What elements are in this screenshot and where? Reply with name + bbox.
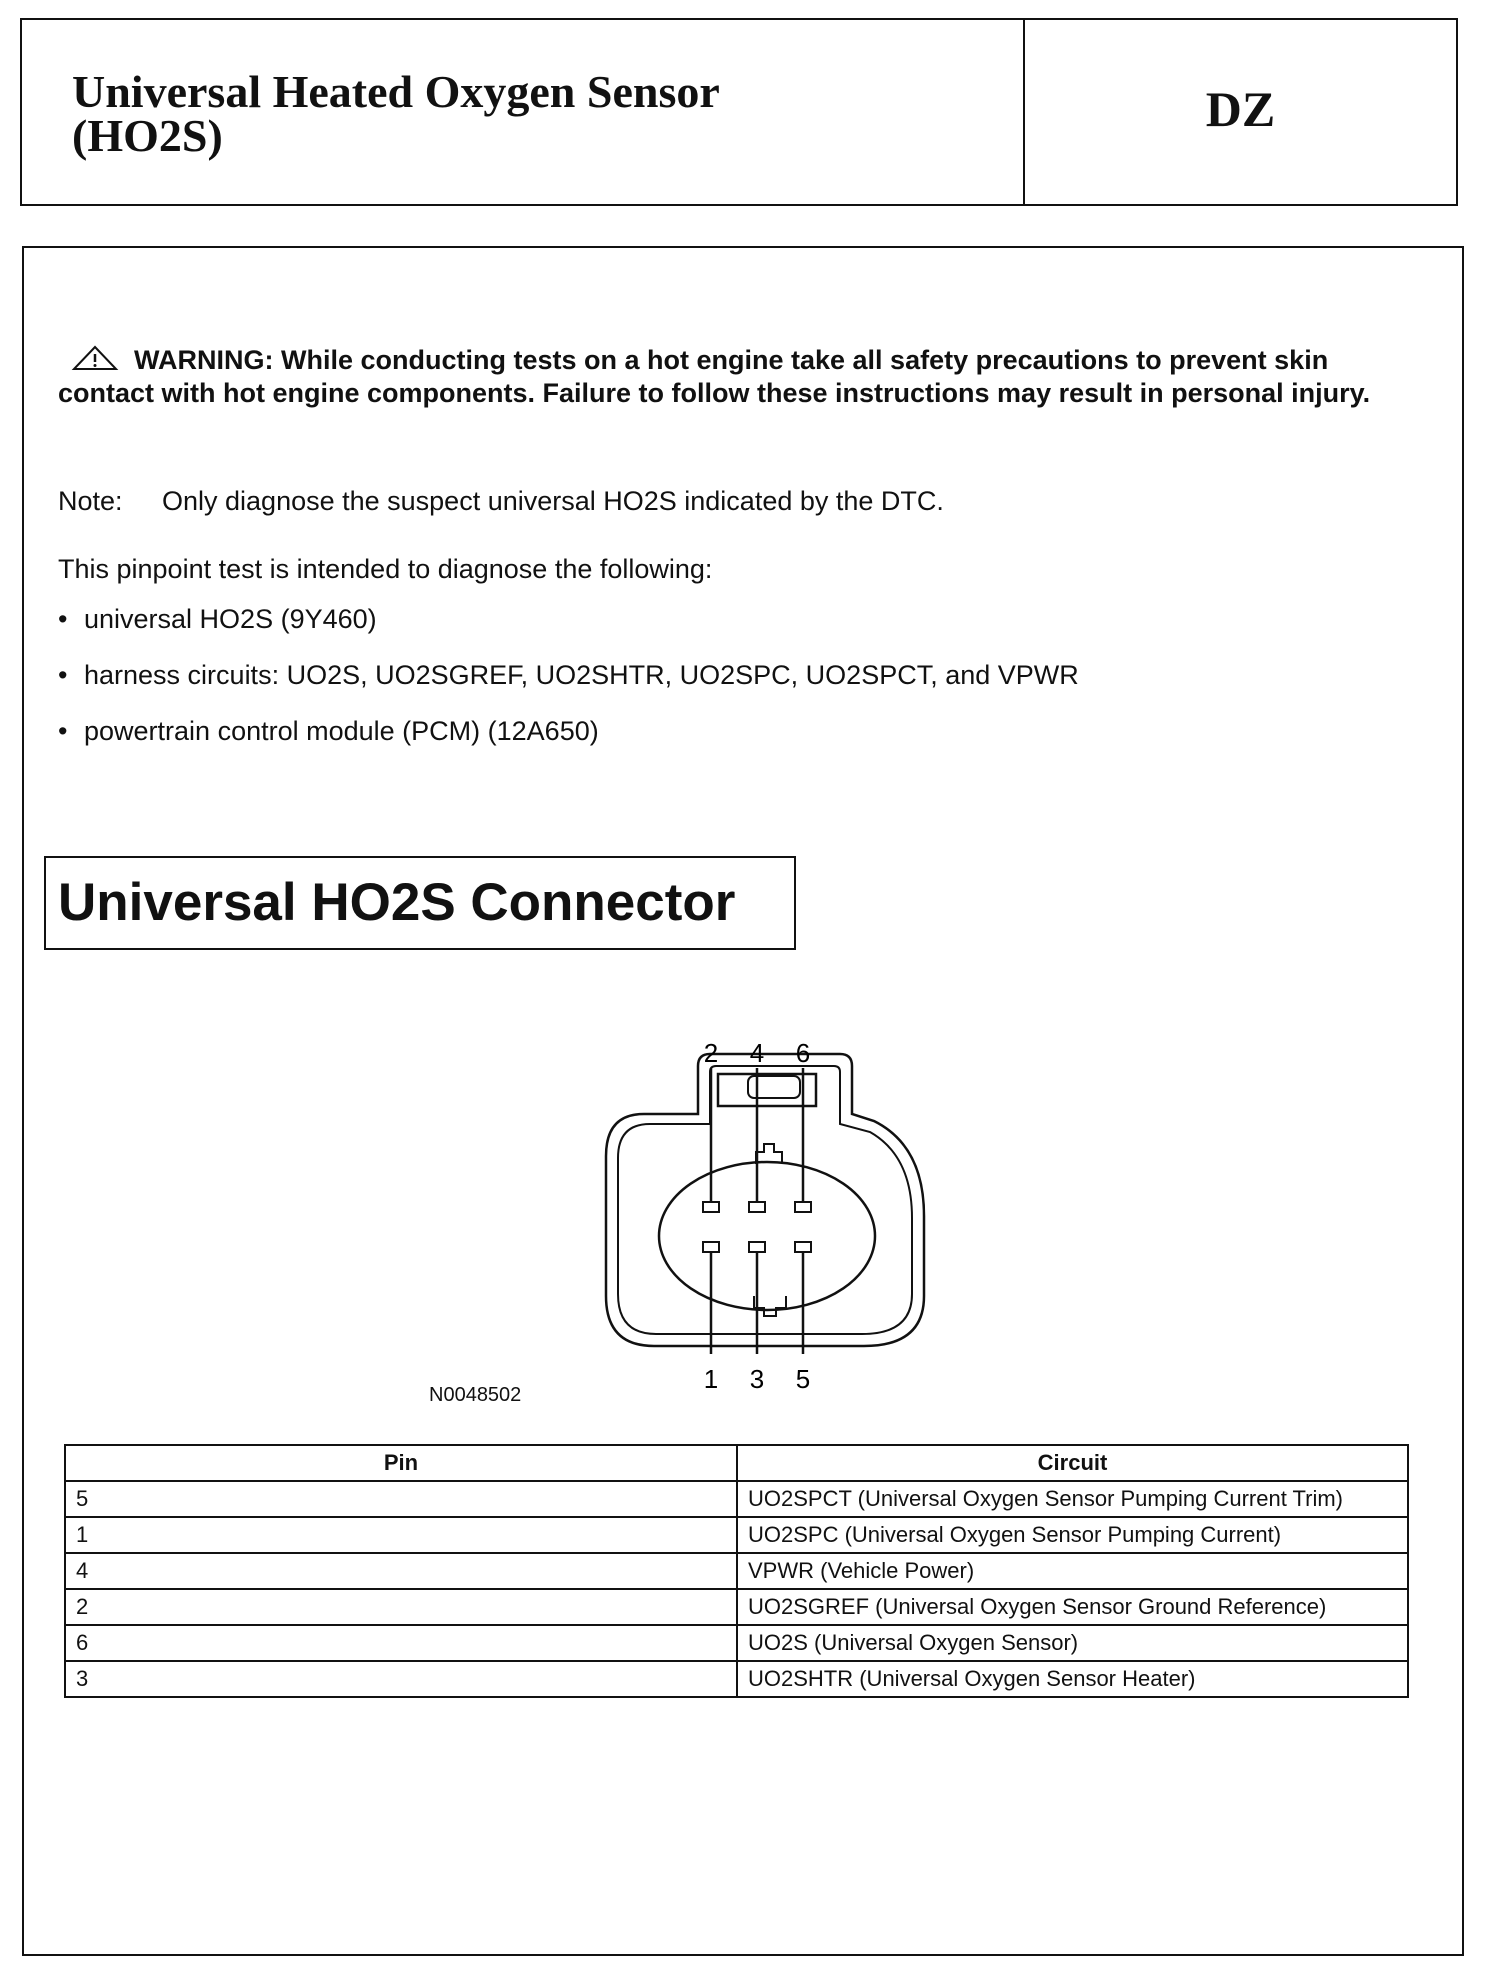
page-title-line1: Universal Heated Oxygen Sensor	[72, 66, 720, 117]
note-text: Only diagnose the suspect universal HO2S indicated by the DTC.	[162, 486, 944, 516]
terminal-pin-4	[749, 1202, 765, 1212]
pin-label-bottom: 1	[703, 1364, 719, 1394]
table-row	[65, 1481, 1408, 1517]
pin-circuit-table	[64, 1444, 1409, 1698]
list-item: • universal HO2S (9Y460)	[58, 604, 377, 634]
pin-cell: 4	[65, 1553, 737, 1589]
header-box	[20, 18, 1458, 206]
table-row	[65, 1553, 1408, 1589]
terminal-pin-1	[703, 1242, 719, 1252]
terminal-cavity	[659, 1162, 875, 1310]
list-item: • harness circuits: UO2S, UO2SGREF, UO2SHTR, UO2SPC, UO2SPCT, and VPWR	[58, 660, 1079, 690]
pin-cell: 2	[65, 1589, 737, 1625]
table-row	[65, 1517, 1408, 1553]
page-title	[22, 20, 1025, 204]
connector-latch	[718, 1074, 816, 1106]
table-row	[65, 1589, 1408, 1625]
pin-cell: 5	[65, 1481, 737, 1517]
pin-cell: 3	[65, 1661, 737, 1697]
pin-label-top: 4	[749, 1038, 765, 1068]
note	[58, 484, 944, 518]
connector-key-bottom	[754, 1296, 786, 1316]
pin-label-top: 6	[795, 1038, 811, 1068]
figure-id: N0048502	[429, 1384, 522, 1406]
circuit-cell: UO2SPCT (Universal Oxygen Sensor Pumping Current Trim)	[737, 1481, 1408, 1517]
terminal-pin-3	[749, 1242, 765, 1252]
table-row	[65, 1625, 1408, 1661]
connector-drawing	[584, 996, 964, 1416]
table-row	[65, 1661, 1408, 1697]
circuit-cell: UO2SGREF (Universal Oxygen Sensor Ground Reference)	[737, 1589, 1408, 1625]
page-title-line2: (HO2S)	[72, 110, 223, 161]
pin-cell: 1	[65, 1517, 737, 1553]
circuit-cell: UO2SHTR (Universal Oxygen Sensor Heater)	[737, 1661, 1408, 1697]
section-title: Universal HO2S Connector	[44, 856, 796, 950]
terminal-pin-2	[703, 1202, 719, 1212]
table-header-row	[65, 1445, 1408, 1481]
terminal-pin-6	[795, 1202, 811, 1212]
content-box	[22, 246, 1464, 1956]
pin-label-bottom: 5	[795, 1364, 811, 1394]
circuit-cell: UO2SPC (Universal Oxygen Sensor Pumping Current)	[737, 1517, 1408, 1553]
warning-paragraph	[58, 344, 1428, 410]
column-header-pin: Pin	[65, 1445, 737, 1481]
terminal-pin-5	[795, 1242, 811, 1252]
pin-label-bottom: 3	[749, 1364, 765, 1394]
warning-text: WARNING: While conducting tests on a hot engine take all safety precautions to prevent skin contact with hot engine components. Failure to follow these instructions may result in personal injury.	[58, 345, 1371, 408]
warning-triangle-icon	[70, 345, 120, 371]
intro-text: This pinpoint test is intended to diagnose the following:	[58, 554, 713, 584]
pinpoint-test-code: DZ	[1205, 81, 1276, 137]
circuit-cell: VPWR (Vehicle Power)	[737, 1553, 1408, 1589]
connector-diagram	[584, 996, 964, 1416]
list-item: • powertrain control module (PCM) (12A650)	[58, 716, 599, 746]
diagnose-list	[58, 602, 1079, 770]
pin-cell: 6	[65, 1625, 737, 1661]
column-header-circuit: Circuit	[737, 1445, 1408, 1481]
circuit-cell: UO2S (Universal Oxygen Sensor)	[737, 1625, 1408, 1661]
pin-label-top: 2	[703, 1038, 719, 1068]
note-label: Note:	[58, 486, 123, 516]
